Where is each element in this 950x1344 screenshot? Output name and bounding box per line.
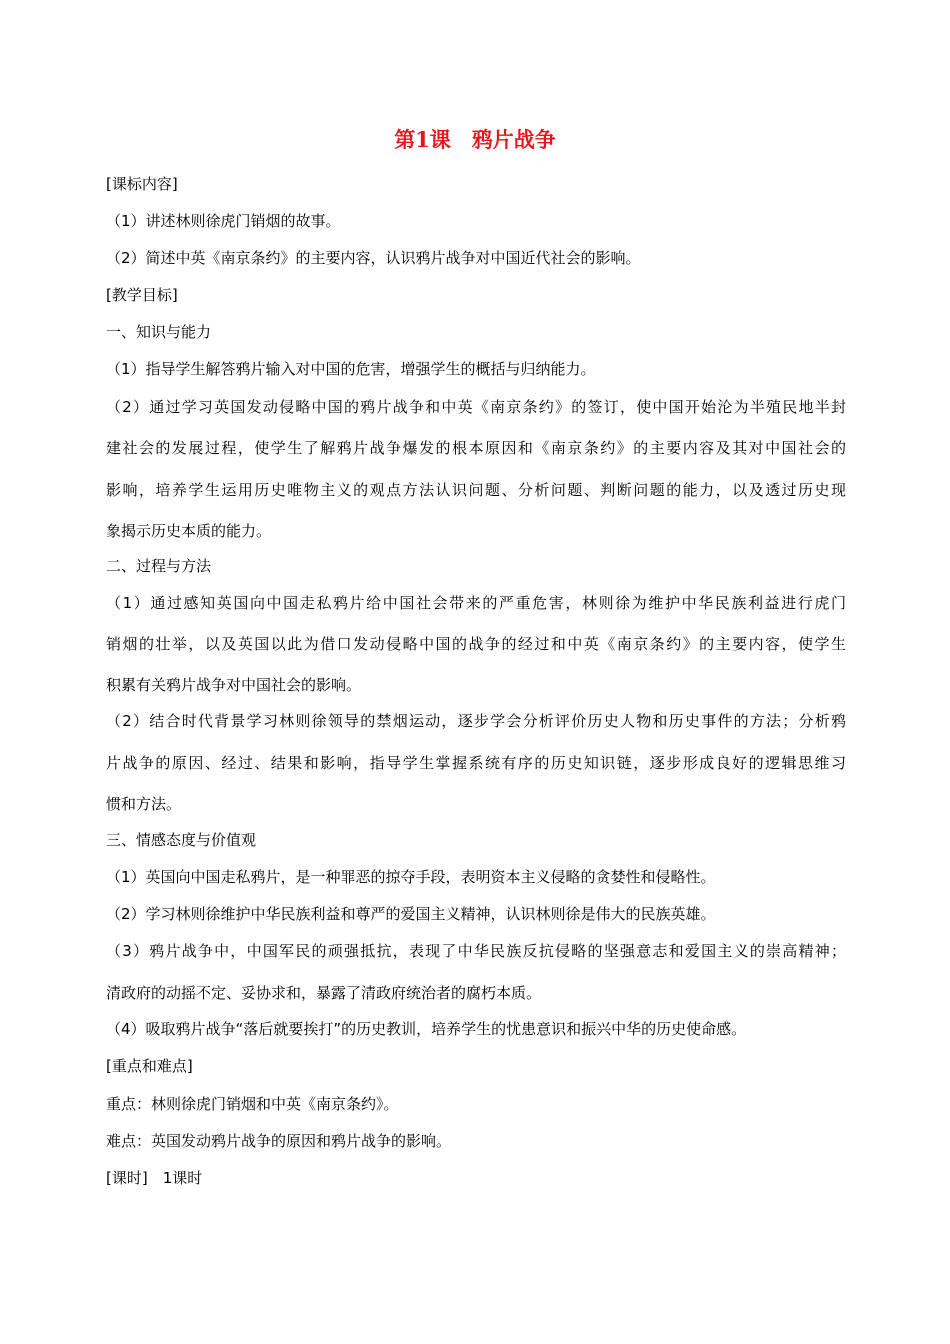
knowledge-item-2-line-2: 建社会的发展过程，使学生了解鸦片战争爆发的根本原因和《南京条约》的主要内容及其对中国社会的 [106,439,846,457]
process-item-1-line-1: （1）通过感知英国向中国走私鸦片给中国社会带来的严重危害，林则徐为维护中华民族利益进行虎门 [106,594,846,612]
knowledge-item-2-line-1: （2）通过学习英国发动侵略中国的鸦片战争和中英《南京条约》的签订，使中国开始沦为半殖民地半封 [106,398,846,416]
curriculum-item-1: （1）讲述林则徐虎门销烟的故事。 [106,212,341,230]
objectives-heading: [教学目标] [106,286,178,304]
process-item-1-line-2: 销烟的壮举，以及英国以此为借口发动侵略中国的战争的经过和中英《南京条约》的主要内容，使学生 [106,635,846,653]
curriculum-heading: [课标内容] [106,175,178,193]
curriculum-item-2: （2）简述中英《南京条约》的主要内容，认识鸦片战争对中国近代社会的影响。 [106,249,641,267]
knowledge-item-2-line-4: 象揭示历史本质的能力。 [106,522,272,540]
values-item-2: （2）学习林则徐维护中华民族利益和尊严的爱国主义精神，认识林则徐是伟大的民族英雄。 [106,905,716,923]
process-item-2-line-1: （2）结合时代背景学习林则徐领导的禁烟运动，逐步学会分析评价历史人物和历史事件的方法；分析鸦 [106,712,846,730]
values-item-1: （1）英国向中国走私鸦片，是一种罪恶的掠夺手段，表明资本主义侵略的贪婪性和侵略性。 [106,868,716,886]
process-item-1-line-3: 积累有关鸦片战争对中国社会的影响。 [106,676,362,694]
class-hours: [课时] 1课时 [106,1169,203,1187]
process-item-2-line-3: 惯和方法。 [106,795,182,813]
values-item-3-line-2: 清政府的动摇不定、妥协求和，暴露了清政府统治者的腐朽本质。 [106,984,542,1002]
process-heading: 二、过程与方法 [106,557,212,575]
lesson-title: 第1课 鸦片战争 [394,127,556,152]
values-item-3-line-1: （3）鸦片战争中，中国军民的顽强抵抗，表现了中华民族反抗侵略的坚强意志和爱国主义的崇高精神； [106,942,846,960]
knowledge-item-2-line-3: 影响，培养学生运用历史唯物主义的观点方法认识问题、分析问题、判断问题的能力，以及透过历史现 [106,481,846,499]
key-points-heading: [重点和难点] [106,1057,193,1075]
process-item-2-line-2: 片战争的原因、经过、结果和影响，指导学生掌握系统有序的历史知识链，逐步形成良好的逻辑思维习 [106,754,846,772]
focus-text: 重点：林则徐虎门销烟和中英《南京条约》。 [106,1095,399,1113]
difficulty-text: 难点：英国发动鸦片战争的原因和鸦片战争的影响。 [106,1132,452,1150]
knowledge-item-1: （1）指导学生解答鸦片输入对中国的危害，增强学生的概括与归纳能力。 [106,360,596,378]
knowledge-heading: 一、知识与能力 [106,323,212,341]
values-heading: 三、情感态度与价值观 [106,831,257,849]
values-item-4: （4）吸取鸦片战争“落后就要挨打”的历史教训，培养学生的忧患意识和振兴中华的历史使命感。 [106,1020,747,1038]
